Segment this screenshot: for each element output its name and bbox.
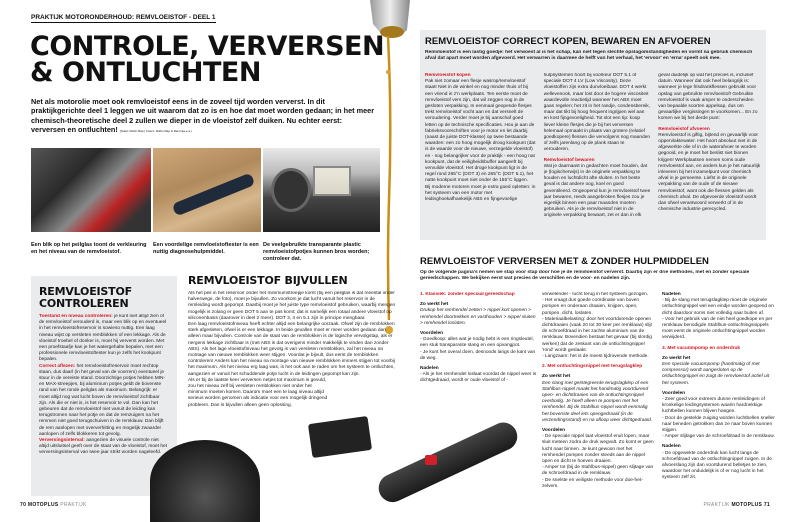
caption: Een voordelige remvloeistoftester is een nuttig diagnosehulpmiddel.	[153, 242, 259, 255]
subheading: Nadelen	[662, 292, 681, 297]
photo-brake-disc	[150, 440, 260, 522]
speedometer	[271, 168, 311, 212]
paragraph: hulpsystemen hoort bij voorkeur DOT 5.1 of speciale DOT 4 LV (Low Viscosity). Deze vloeistoffen zijn extra dunvloeibaar. DOT 4 werkt wellevenook, maar lost door de hogere viscositeit waardevolle reactietijd wanneer het ABS moet gaan regelen; het zit in het randje, condensbereik, maar dat tikt bij hoog frequent ingrijpen wel aan en kost fijngevoeligheid. Tot slot een tip: koop liever kleine flesjes die je bij het verversen helemaal opmaakt in plaats van grotere (relatief goedkopere) flessen die vervolgens nog maanden of zelfs jarenlang op de plank staan te verouderen.	[543, 73, 651, 153]
fluid-reservoir	[313, 166, 351, 196]
heading-line: REMVLOEISTOF	[39, 285, 132, 298]
paragraph: verwelender - lucht terug in het systeem gezogen. - Het vraagt dus goede coördinatie van boven pompen en onderaan draaien, knijpen, open, pompen, dicht, loslaten. - Materiaalbelasting: door het voortdurende openen dichtdraaien (vaak 20 tot 30 keer per remklauw) slijt de schroefdraad in het zachte aluminium van de remklauw. Bovendien bestaat het gevaar (bij slordig werken) dat de zeskant van de ontluchtingnippel 'rond' wordt geslaakt. - Langzaam: het is de meest tijdrovende methode.	[542, 292, 652, 360]
subheading: Voordelen	[420, 331, 444, 337]
paragraph-lead: Verversingsinterval:	[39, 438, 85, 444]
paragraph: aangezien de visuele controle niet altijd uitsluitsel geeft over de staat van de vloeistof, moet het verversingsinterval van twee jaar strikt worden nageleefd.	[39, 438, 167, 456]
subheading: 3. Met vacuümpomp en onderdruk	[662, 345, 741, 351]
caption: De veelgebruikte transparante plastic remvloeistofpotjes kunnen bros worden; controleer dat.	[263, 242, 370, 262]
photo-reservoir	[263, 148, 380, 232]
box-heading	[39, 286, 169, 310]
footer-right	[703, 502, 770, 508]
verversen-heading: REMVLOEISTOF VERVERSEN MET & ZONDER HULPMIDDELEN	[420, 256, 709, 267]
title-line: & ONTLUCHTEN	[30, 57, 261, 88]
paragraph: - Als je het remhendel loslaat voordat de nippel weer is dichtgedraaid, wordt er oude vloeistof of -	[420, 372, 537, 384]
bijvullen-heading: REMVLOEISTOF BIJVULLEN	[188, 274, 348, 287]
subheading: Voordelen	[542, 428, 566, 434]
paragraph: geval duidelijk op wat het precies is, inclusief datum. Wanneer dat ook heel belangrijk is: wanneer je lege frisdrankflessen gebruikt voor opslag van gebruikte remvloeistof! Gebruikte remvloeistof is vaak amper te onderscheiden van bepaalde soorten appelsap, dus om gevaarlijke vergissingen te voorkomen... En zo komen we bij het derde punt:	[658, 73, 758, 122]
photo-master-cylinder	[308, 416, 372, 458]
verversen-col-1	[420, 292, 538, 422]
paragraph: je kunt niet altijd zien of de remvloeistof verouderd is, maar een blik op en eventueel in het remvloeistofreservoir is sowieso nuttig. Een laag niveau wijst op versleten remblokken of een lekkage. Als de vloeistof troebel of donker is, moet hij ververst worden. Met een proefstaafje kan je het watergehalte bepalen, met een professionele remvloeistoftester kun je zelfs het kookpunt bepalen.	[39, 314, 167, 363]
kopen-columns	[425, 73, 761, 233]
paragraph: Wat je daarnaast in gedachten moet houden, dat je (logischerwijs) in de originele verpakking te houden en luchtdicht afte sluiten. In het beste geval is dat andere oog, koel en goed geventileerd. Ongeopend kun je remvloeistof twee jaar bewaren, reeds aangebroken flesjes zou je eigenlijk binnen een paar maanden moeten gebruiken. Als je de remvloeistof niet in de originele verpakking bewaart, zet er dan in elk	[543, 163, 651, 219]
paragraph: het remvloeistofreservoir moet rechtop staan, dus daarl (in het geval van de voorrem) eventueel je stuur in de vereiste stand. Doorzichtige potjes hebben MIN- en MAX-streepjes, bij aluminium potjes geldt de bovenste rand van het ronde peilglas als maximum. Belangrijk: er moet altijd nog wat lucht boven de remvloeistof zichtbaar zijn. Als die er niet is, is het reservoir te vol. Dan kan het gebeuren dat de remvloeistof niet vanuit de leiding kan terugstromen naar het potje en dat de remzuigers na het remmen niet goed terugschuiven in de remklauw. Dan blijft de rem aanlopen met oververhitting en mogelijk zwaarder aanlopen of zelfs blokkeren tot gevolg.	[39, 363, 166, 437]
paragraph: Als er bij de laatste keer verversen netjes tot maximum is gevuld, zou het niveau zelf bij versleten remblokken niet onder het minimum moeten komen. Daarom moet een te laag niveau altijd serieus worden genomen als indicatie voor een mogelijk dringend probleem. Dan is bijvullen alleen geen oplossing.	[188, 377, 328, 408]
paragraph: - Zeer goed voor extreem dunne remleidingen of kronkelige leidingsystemen waarin hardnekkige luchtbellen kunnen blijven hangen. - Door de gestelde zuiging worden luchtbellen sneller naar beneden getrokken dan ze naar boven kunnen stijgen. - Amper slijtage van de schroefdraad in de remklauw.	[662, 397, 775, 440]
kopen-heading: REMVLOEISTOF CORRECT KOPEN, BEWAREN EN AFVOEREN	[425, 36, 711, 47]
paragraph: Als het peil in het reservoir onder het minimumstreepje komt (bij een peilglas is dat meestal onder halverwege, de foto), moet je bijvullen. Zo voorkom je dat lucht vanuit het reservoir in de remleiding wordt gepompt. Daarbij moet je het juiste type remvloeistof gebruiken, waarbij mengen mogelijk is zolang er geen DOT 5 aan te pas komt; dat is namelijk een totaal andere vloeistof op siliconenbasis (daarover in deel 2 meer). DOT 3, 4 en 5.1 zijn in principe mengbaar.	[188, 291, 396, 321]
subheading: Zo werkt het	[420, 302, 449, 308]
paragraph: Een speciale vacuümpomp (handmatig of met compressor) wordt aangesloten op de ontluchtingnippel en zuigt de remvloeistof actief uit het systeem.	[662, 362, 770, 386]
paragraph-lead: Correct aflezen:	[39, 363, 76, 369]
heading-line: CONTROLEREN	[39, 297, 129, 310]
kopen-box	[420, 30, 766, 240]
paragraph: Remvloeistof is giftig, bijtend en gevaarlijk voor oppervlaktewater. Het hoort absoluut niet in de afgewerkte olie of in de waterafvoer te worden gegooid, en je moet het beslist niet binnen krijgen! Werkplaatsen nemen soms oude remvloeistof aan, en anders kun je het natuurlijk inleveren bij het inzamelpunt voor chemisch afval in je gemeente. Liefst in de originele verpakking van de oude of de nieuwe remvloeistof, want ook die flessen gelden als chemisch afval. De afgevoerde vloeistof wordt dan ofwel verantwoord verwerkt of in de chemische industrie gerecycled.	[658, 132, 761, 213]
oil-stream	[388, 36, 390, 320]
verversen-col-2	[542, 292, 654, 497]
title-line: CONTROLE, VERVERSEN	[30, 31, 385, 62]
verversen-col-3	[662, 292, 777, 497]
paragraph: Een laag remvloeistofniveau heeft echter altijd een belangrijke oorzaak. Ofwel zijn de remblokken sterk afgesleten, ofwel is er een lekkage. In beide gevallen moet er meer worden gedaan dan alleen maar bijvullen. Controle van de staat van de remblokken is de logische vervolgstap, als er nergens lekkage zichtbaar is (met ABS is dat overigens minder makkelijk te vinden dan zonder ABS). Als het lage vloeistofniveau het gevolg is van versleten remblokken, zal het niveau na montage van nieuwe remblokken weer stijgen. Voordat je bijvult, dus eerst de remblokken controleren! Anders kan het niveau na montage van nieuwe remblokken immers stijgen tot voorbij het maximum. Als het niveau erg laag was, is het ook aan te raden om het systeem te ontluchten, aangezien er vanuit het schuddende potje lucht in de leidingen gepompt kan zijn.	[188, 322, 395, 377]
subheading: Remvloeistof kopen	[425, 73, 471, 78]
kopen-col-3	[658, 73, 761, 233]
footer-left	[20, 502, 87, 508]
kopen-col-2	[544, 73, 651, 233]
subheading: 1. Klassiek: zonder speciaal gereedschap	[420, 292, 515, 297]
oil-drop	[386, 70, 390, 74]
kopen-intro: Remvloeistof is een lastig goedje: het verwoest al is het schap, kan niet tegen slechte opslagomstandigheden en vormt na gebruik chemisch afval dat apart moet worden afgevoerd. Het verwarren is daarmee de helft van het verhaal, het 'ervoor' en 'erna' speelt ook mee.	[425, 50, 753, 62]
paragraph: Een slang met geïntegreerde terugslagklep of een Stahlbus-nippel maakt het handmatig voortdurend open- en dichtdraaien van de ontluchtingsnippel overbodig. Je hoeft alleen te pompen met het remhendel. Bij de Stahlbus-nippel wordt eenmalig het bovenste deel iets opengedraaid (in de verzendingsstand) en na afloop weer dichtgedraaid.	[542, 380, 653, 423]
subheading: Voordelen	[662, 390, 686, 396]
paragraph-lead: Toestand en niveau controleren:	[39, 314, 113, 319]
paragraph: - Goedkoop: alles wat je nodig hebt is een ringsleutel, een stuk transparante slang en een opvangpot. - Je kunt het overal doen, desnoods langs de kant van de weg.	[420, 337, 536, 361]
photo-tester	[153, 148, 261, 232]
page-title	[30, 31, 385, 88]
magazine-name: MOTOPLUS	[731, 502, 763, 508]
paragraph: - De speciale nippel laat vloeistof eruit lopen, maar sluit meteen zodra de druk wegvalt. Zo komt er geen lucht naar binnen. Je kunt gewoon met het remhendel pompen zonder steeds aan de nippel open en dicht te hoeven draaien. - Amper tot (bij de Stahlbus-nippel) geen slijtage van de schroefdraad in de remklauw. - De snelste en veiligste methode voor doe-het-zelvers.	[542, 434, 654, 489]
page-number: 70	[20, 502, 27, 508]
kill-switch	[425, 455, 437, 465]
subheading: Zo werkt het	[542, 374, 571, 380]
section-name: PRAKTIJK	[60, 502, 87, 508]
subheading: Remvloeistof bewaren	[543, 157, 595, 163]
intro-text: Net als motorolie moet ook remvloeistof eens in de zoveel tijd worden ververst. In dit praktijkgerichte deel 1 leggen we uit waarom dat zo is en hoe dat moet worden gedaan; in het meer chemisch-theoretische deel 2 zullen we dieper in de vloeistof zelf duiken. Nu echter eerst: verversen en ontluchten!	[31, 97, 375, 134]
subheading: Remvloeistof afvoeren	[658, 126, 710, 132]
photo-sight-glass	[31, 148, 151, 232]
tester-pen	[172, 173, 256, 217]
kopen-col-1	[425, 73, 536, 233]
kicker: PRAKTIJK MOTORONDERHOUD: REMVLOEISTOF - DEEL 1	[31, 14, 216, 21]
credit: (Tekst: Robin Rap | Foto's: Robin Rap & Remmia e.a.)	[119, 128, 192, 133]
paragraph: Drukop het remhendel zetten > nippel kort openen > remhendel doortrekken en vasthouden > nippel sluiten > remhendel loslaten.	[420, 308, 536, 326]
paragraph: - Bij de slang met terugslagklep moet de originele ontluchtingnippel wel een eindje worden geopend en dicht daardoor soms niet volledig naar buiten af. - Voor het gebruik van de niet heel goedkope en per remklauw benodigde Stahlbus-ontluchtingsnippels moet eerst de originele ontluchtingnippel worden verwijderd.	[662, 298, 774, 341]
paragraph: Pak niet zomaar een flesje wasrop/remvloeistof staat! Niet in de winkel en nog minder thuis of bij een vriend in z'n werkplaats. Ten eerste moet de remvloeistof vers zijn, dat wil zeggen nog in de gesloten verpakking. In eenmaal geopende flesjes trekt remvloeistof vocht aan en dat versnelt de veroudering. Verder moet je bij aanschaf goed letten op de technische specificaties. Hou je aan de fabrieksvoorschriften voor je motor en let daarbij (naast de juiste DOT-klasse) op twee bestaande waarden: een zo hoog mogelijk droog kookpunt (dat is de waarde voor de nieuwe, verzegelde vloeistof) en - nog belangrijker voor de praktijk - een hoog nat kookpunt, dat de veiligheidsbuffer aangeeft bij vervuilde vloeistof. Het droge kookpunt ligt in de regel rond 265°C (DOT 3) en 265°C (DOT 5.1), het natte kookpunt moet niet onder de 155°C liggen. Bij moderne motoren moet je extra goed opletten: in het systeem van een motor met leidinghoekafhankelijk ABS en fijngevoelige	[425, 79, 536, 203]
intro	[31, 97, 376, 136]
caption: Een blik op het peilglas toont de verkleuring en het niveau van de remvloeistof.	[31, 242, 147, 255]
verversen-intro: Op de volgende pagina's nemen we stap voor stap door hoe je de remvloeistof ververst. Daarbij zijn er drie methodes, met en zonder speciale gereedschappen. We bekijken eerst wat precies de verschillen en de voor- en nadelen zijn.	[420, 270, 750, 282]
page-number: 71	[763, 502, 770, 508]
subheading: Zo werkt het	[662, 355, 691, 361]
subheading: Nadelen	[420, 366, 439, 372]
subheading: Nadelen	[662, 444, 681, 450]
section-name: PRAKTIJK	[703, 502, 730, 508]
paragraph: - De opgewekte onderdruk kan lucht langs de schroefdraad van de ontluchtingnippel zuigen. In de afvoerslang zijn dan voortdurend belletjes te zien, waardoor het onduidelijk is of er nog lucht in het systeem zelf zit.	[662, 450, 772, 481]
box-body	[39, 314, 169, 484]
subheading: 2. Met ontluchtingsnippel met terugslagklep	[542, 364, 643, 370]
magazine-name: MOTOPLUS	[27, 502, 59, 508]
